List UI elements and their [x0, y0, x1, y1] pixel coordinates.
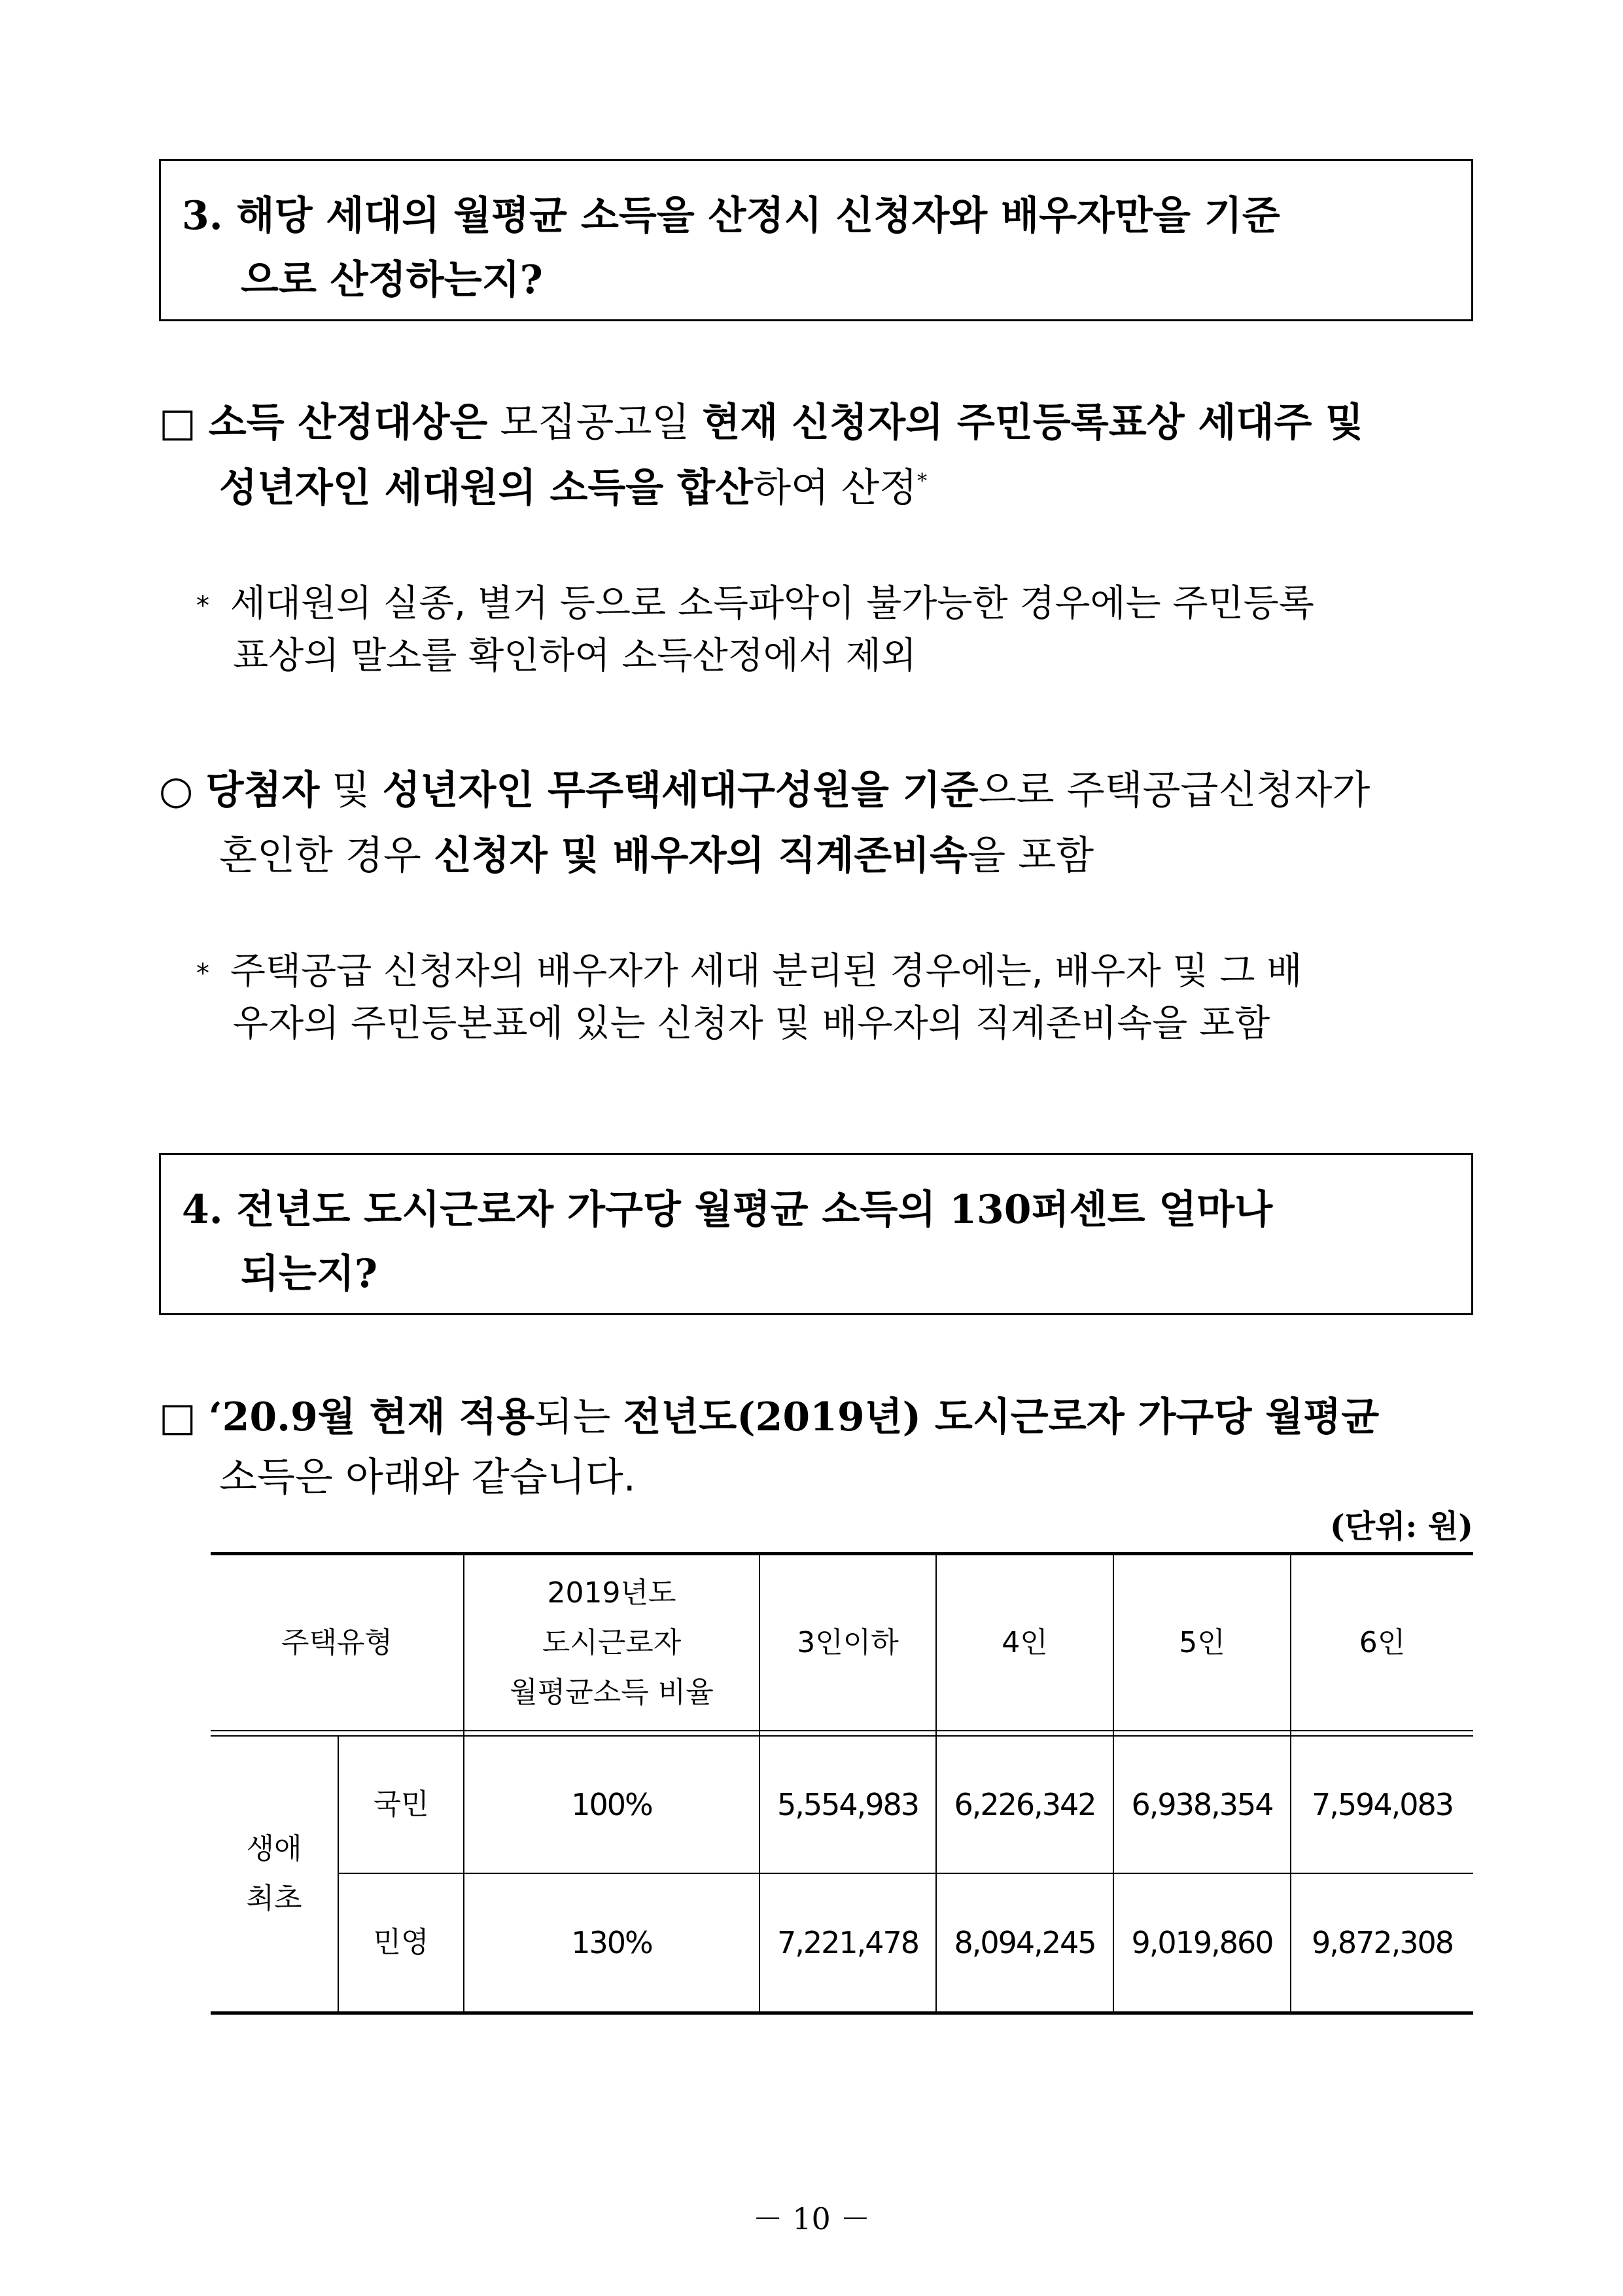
table-cell: 100%: [571, 1787, 652, 1822]
table-bottom-border: [211, 2011, 1473, 2015]
table-cell: 8,094,245: [954, 1925, 1096, 1960]
unit-label: (단위: 원): [1330, 1508, 1473, 1545]
asterisk-marker: *: [196, 958, 209, 989]
table-cell: 민영: [373, 1926, 429, 1959]
header-5-persons: 5인: [1179, 1625, 1225, 1659]
checkbox-bullet: □: [159, 400, 196, 446]
paragraph-3-line2: 소득은 아래와 같습니다.: [219, 1455, 636, 1500]
income-table: [211, 1552, 1473, 2015]
page-number: － 10 －: [752, 2201, 871, 2236]
table-cell: 130%: [571, 1925, 652, 1960]
footnote-marker: *: [917, 470, 928, 493]
note-2-line2: 우자의 주민등본표에 있는 신청자 및 배우자의 직계존비속을 포함: [233, 1002, 1270, 1045]
note-2-line1: * 주택공급 신청자의 배우자가 세대 분리된 경우에는, 배우자 및 그 배: [196, 950, 1302, 993]
note-1-line2: 표상의 말소를 확인하여 소득산정에서 제외: [233, 635, 916, 677]
question-4-line1: 4. 전년도 도시근로자 가구당 월평균 소득의 130퍼센트 얼마나: [182, 1187, 1273, 1233]
table-cell: 9,019,860: [1131, 1925, 1273, 1960]
paragraph-2-line1: ○ 당첨자 및 성년자인 무주택세대구성원을 기준으로 주택공급신청자가: [159, 768, 1370, 813]
paragraph-3-line1: □ ‘20.9월 현재 적용되는 전년도(2019년) 도시근로자 가구당 월평균: [159, 1394, 1380, 1440]
question-3-line2: 으로 산정하는지?: [241, 257, 543, 303]
table-cell: 국민: [373, 1788, 429, 1821]
table-header-divider: [211, 1730, 1473, 1731]
question-4-line2: 되는지?: [241, 1251, 378, 1297]
paragraph-1-line1: □ 소득 산정대상은 모집공고일 현재 신청자의 주민등록표상 세대주 및: [159, 400, 1364, 446]
table-cell: 6,938,354: [1131, 1787, 1273, 1822]
asterisk-marker: *: [196, 590, 209, 621]
checkbox-bullet: □: [159, 1394, 196, 1440]
table-cell: 9,872,308: [1311, 1925, 1454, 1960]
table-cell: 6,226,342: [954, 1787, 1096, 1822]
question-4-box: [159, 1153, 1473, 1315]
header-income-ratio: 2019년도 도시근로자 월평균소득 비율: [510, 1576, 714, 1709]
header-6-persons: 6인: [1359, 1625, 1406, 1659]
table-cell: 7,221,478: [777, 1925, 919, 1960]
circle-bullet: ○: [159, 768, 194, 813]
paragraph-2-line2: 혼인한 경우 신청자 및 배우자의 직계존비속을 포함: [219, 833, 1094, 879]
table-cell: 7,594,083: [1311, 1787, 1454, 1822]
note-1-line1: * 세대원의 실종, 별거 등으로 소득파악이 불가능한 경우에는 주민등록: [196, 582, 1314, 625]
group-first-time: 생애 최초: [246, 1832, 302, 1915]
paragraph-1-line2: 성년자인 세대원의 소득을 합산하여 산정*: [219, 465, 928, 511]
header-4-persons: 4인: [1002, 1625, 1048, 1659]
question-3-box: [159, 159, 1473, 321]
header-3-persons: 3인이하: [797, 1625, 899, 1659]
question-3-line1: 3. 해당 세대의 월평균 소득을 산정시 신청자와 배우자만을 기준: [182, 193, 1280, 239]
table-cell: 5,554,983: [777, 1787, 919, 1822]
header-housing-type: 주택유형: [281, 1625, 393, 1659]
